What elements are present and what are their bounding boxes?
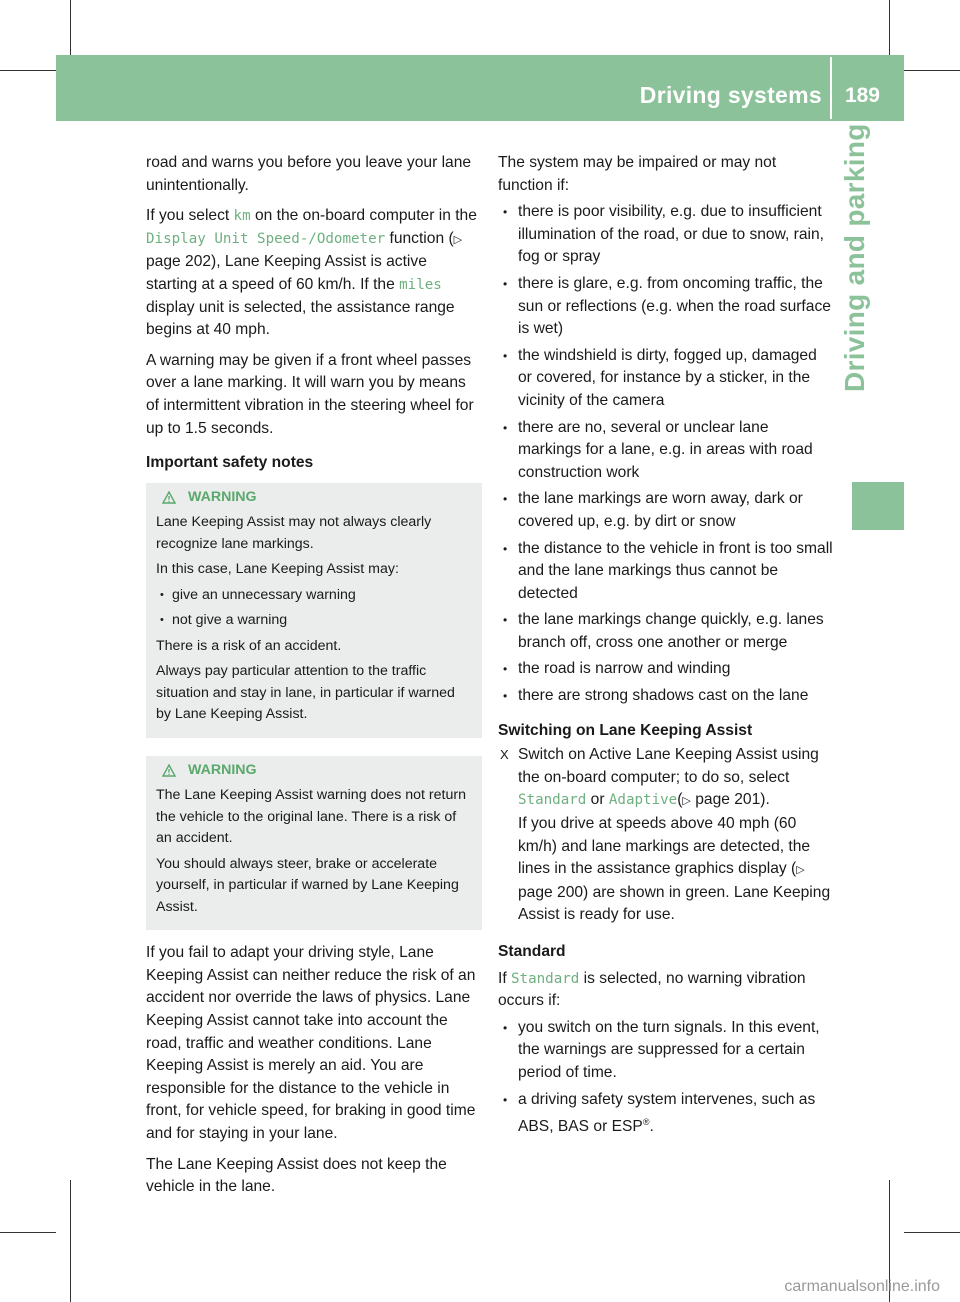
text-span: Switch on Active Lane Keeping Assist using the on-board computer; to do so, select — [518, 746, 819, 786]
paragraph — [146, 205, 482, 342]
page-ref-icon: ▷ — [453, 233, 463, 246]
list-item: • the windshield is dirty, fogged up, damaged or covered, for instance by a sticker, in the vicinity of the camera — [498, 345, 834, 413]
instruction-step — [498, 744, 834, 927]
warning-text: In this case, Lane Keeping Assist may: — [156, 561, 399, 578]
list-item: • there is glare, e.g. from oncoming traffic, the sun or reflections (e.g. when the road surface is wet) — [498, 273, 834, 341]
step-arrow-icon: X — [500, 747, 509, 763]
heading-safety-notes: Important safety notes — [146, 454, 314, 472]
code-standard: Standard — [511, 970, 580, 987]
text-span: is selected, no warning vibration occurs if: — [498, 969, 806, 1010]
crop-mark — [0, 1232, 56, 1233]
header-divider — [830, 57, 832, 119]
text-span: on the on-board computer in the — [250, 207, 477, 225]
list-item: • give an unnecessary warning — [156, 585, 472, 607]
paragraph: If you fail to adapt your driving style, Lane Keeping Assist can neither reduce the risk of an accident nor override the laws of physics. Lane Keeping Assist cannot take into account the road, traffic and weather conditions. Lane Keeping Assist is merely an aid. You are responsible for the distance to the vehicle in front, for vehicle speed, for braking in good time and for staying in your lane. — [146, 944, 476, 1142]
warning-heading — [156, 487, 472, 509]
list-item: • there is poor visibility, e.g. due to insufficient illumination of the road, or due to snow, rain, fog or spray — [498, 201, 834, 269]
paragraph: The Lane Keeping Assist does not keep the vehicle in the lane. — [146, 1155, 447, 1196]
crop-mark — [904, 70, 960, 71]
code-km: km — [233, 208, 251, 225]
warning-triangle-icon — [162, 491, 176, 504]
text-span: If you drive at speeds above 40 mph (60 km/h) and lane markings are detected, the lines in the assistance graphics display ( — [518, 815, 811, 878]
crop-mark — [904, 1232, 960, 1233]
page-number: 189 — [844, 84, 880, 107]
text-span: a driving safety system intervenes, such as ABS, BAS or ESP — [518, 1090, 816, 1136]
heading-switching-on: Switching on Lane Keeping Assist — [498, 721, 753, 739]
warning-text: There is a risk of an accident. — [156, 637, 342, 654]
registered-mark: ® — [642, 1117, 650, 1128]
warning-text: Lane Keeping Assist may not always clearly recognize lane markings. — [156, 514, 432, 552]
text-span: . — [649, 1118, 654, 1136]
text-span: page 200) are shown in green. Lane Keeping Assist is ready for use. — [518, 883, 831, 924]
code-miles: miles — [399, 276, 442, 293]
text-span: If you select — [146, 207, 234, 225]
heading-standard: Standard — [498, 943, 566, 960]
text-span: page 201). — [690, 791, 770, 809]
list-item: • the lane markings change quickly, e.g. lanes branch off, cross one another or merge — [498, 609, 834, 654]
crop-mark — [70, 1180, 71, 1302]
warning-box — [146, 483, 482, 738]
warning-text: You should always steer, brake or accelerate yourself, in particular if warned by Lane Keeping Assist. — [156, 855, 459, 915]
code-standard: Standard — [518, 792, 587, 809]
list-item: • there are no, several or unclear lane markings for a lane, e.g. in areas with road construction work — [498, 417, 834, 485]
list-item: • the distance to the vehicle in front is too small and the lane markings thus cannot be detected — [498, 538, 834, 606]
warning-label: WARNING — [188, 488, 257, 505]
list-item: • you switch on the turn signals. In this event, the warnings are suppressed for a certain period of time. — [498, 1017, 834, 1085]
code-adaptive: Adaptive — [608, 792, 678, 809]
warning-box — [146, 756, 482, 931]
list-item — [498, 1089, 834, 1139]
section-title: Driving systems — [639, 82, 822, 108]
crop-mark — [0, 70, 56, 71]
warning-text: Always pay particular attention to the traffic situation and stay in lane, in particular if warned by Lane Keeping Assist. — [156, 663, 455, 723]
warning-label: WARNING — [188, 761, 257, 778]
page-ref-icon: ▷ — [796, 864, 805, 877]
watermark: carmanualsonline.info — [784, 1278, 940, 1295]
side-tab-title: Driving and parking — [839, 123, 870, 392]
right-column — [498, 152, 834, 1143]
text-span: ( — [677, 791, 683, 809]
text-span: page 202), Lane Keeping Assist is active starting at a speed of 60 km/h. If the — [146, 253, 427, 293]
paragraph — [498, 968, 834, 1013]
list-item: • the road is narrow and winding — [498, 658, 834, 681]
list-item: • there are strong shadows cast on the lane — [498, 685, 834, 708]
left-column — [146, 152, 482, 1207]
text-span: function ( — [385, 229, 454, 247]
list-item: • the lane markings are worn away, dark or covered up, e.g. by dirt or snow — [498, 488, 834, 533]
text-span: or — [586, 791, 609, 809]
warning-triangle-icon — [162, 764, 176, 777]
warning-heading — [156, 760, 472, 782]
paragraph: The system may be impaired or may not function if: — [498, 154, 777, 194]
paragraph: A warning may be given if a front wheel passes over a lane marking. It will warn you by means of intermittent vibration in the steering wheel for up to 1.5 seconds. — [146, 351, 474, 437]
side-tab-block — [852, 482, 904, 530]
code-display-unit: Display Unit Speed-/Odometer — [146, 230, 386, 247]
list-item: • not give a warning — [156, 610, 472, 632]
text-span: display unit is selected, the assistance range begins at 40 mph. — [146, 298, 455, 339]
page-ref-icon: ▷ — [682, 795, 691, 808]
paragraph: road and warns you before you leave your lane unintentionally. — [146, 154, 472, 194]
text-span: If — [498, 969, 511, 987]
warning-text: The Lane Keeping Assist warning does not return the vehicle to the original lane. There is a risk of an accident. — [156, 787, 466, 847]
